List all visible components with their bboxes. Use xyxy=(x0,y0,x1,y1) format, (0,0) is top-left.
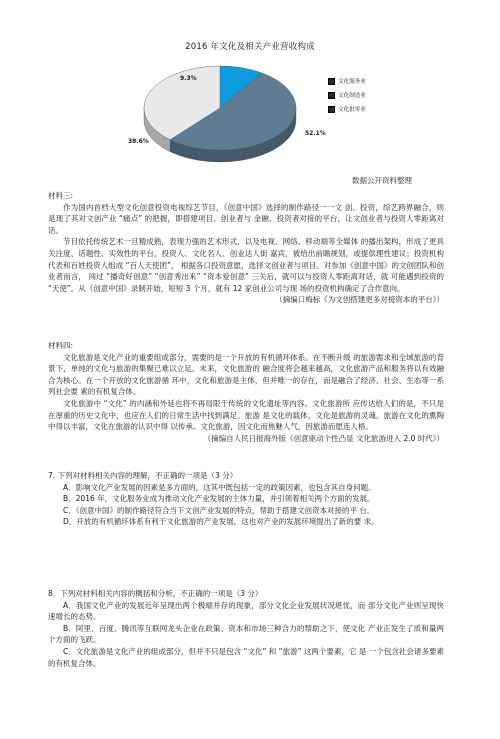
chart-legend xyxy=(328,74,366,116)
legend-item-manufacturing xyxy=(328,88,366,102)
material-three-paragraph-1: 作为国内首档大型文化创意投资电视综艺节目，《创意中国》选择的制作路径一一文 创、投资，综艺跨界融合，则是现了其对文创产业 “痛点” 的把握，即搭建项目、创业者与 金融、投资者对接的平台，让文创业者与投资人零距离对话。 xyxy=(48,202,444,235)
material-four xyxy=(48,340,444,444)
legend-swatch-retail xyxy=(328,106,335,113)
legend-label-service: 文化服务业 xyxy=(338,79,366,85)
material-four-heading: 材料四: xyxy=(48,341,74,350)
legend-label-retail: 文化批零业 xyxy=(338,107,366,113)
legend-swatch-manufacturing xyxy=(328,92,335,99)
material-three-paragraph-2: 节目依托传统艺术一旦精成熟，表现力强的艺术形式，以及电视、网络、移动端等全媒体 的播出架构，形成了更具关注度、话题性、实效性的平台。投资人、文化名人、创业达人街 嘉宾，被给出前瞻规划，或提供理性建议；投资机构代表和百姓投资人组成 “百人天使团”， 根据各口投资意愿，选择文创业者与项目。对参加《创意中国》的文创团队和创业者而言， 闯过 “播奇好创意” “创意秀出来” “资本爱创意” 三关后，就可以与投资人零距离对话，就 可能遇到投资的 “天使”。从《创意中国》录制开始，短短 3 个月，就有 12 家创业公司与现 场的投资机构确定了合作意向。 xyxy=(48,237,444,293)
chart-source: 数据公开资料整理 xyxy=(352,176,412,185)
chart-title: 2016 年文化及相关产业营收构成 xyxy=(185,42,315,52)
material-three-heading: 材料三: xyxy=(48,191,74,200)
material-four-citation: （摘编自人民日报海外版《创意驱动个性凸显 文化旅游进入 2.0 时代》） xyxy=(203,433,444,443)
question-8-option-a: A．我国文化产业的发展近年呈现出两个极端并存的现象，部分文化企业发展状况堪忧，而 部分文化产业则呈现快速增长的态势。 xyxy=(48,600,444,622)
question-8-option-c: C．文化旅游是文化产业的组成部分，但并不只是包含 “文化” 和 “旅游” 这两个要素，它 是 一个包含社会诸多要素的有机复合体。 xyxy=(48,646,444,668)
material-four-paragraph-1: 文化旅游是文化产业的重要组成部分，需要的是一个开放的有机循环体系。在不断升级 的旅游需求和全域旅游的背景下，单纯的文化与旅游的集聚已难以立足。未来，文化旅游的 融合度将会越来越高，文化旅游产品和服务将以有效融合为核心。在一个开放的文化旅游循 环中，文化和旅游是主体，但并唯一的存在，而是融合了经济、社会、生态等一系列社会要 素的有机复合体。 xyxy=(48,352,444,397)
question-7 xyxy=(48,470,444,528)
question-7-option-d: D．开放的有机循环体系有利于文化旅游的产业发展，这也对产业的发展环境提出了新的要 求。 xyxy=(63,517,379,527)
pie-chart xyxy=(0,0,500,200)
question-8-option-b: B．阿里、百度、腾讯等互联网龙头企业在政策、资本和市场三种合力的帮助之下，使文化 产业正发生了质和量两个方面的飞跃。 xyxy=(48,623,444,645)
question-7-option-b: B．2016 年，文化服务业成为推动文化产业发展的主体力量，并引领着相关两个方面的发展。 xyxy=(63,494,375,504)
question-8 xyxy=(48,588,444,669)
legend-swatch-service xyxy=(328,78,335,85)
legend-item-service xyxy=(328,74,366,88)
pie-value-label-2: 9.3% xyxy=(180,75,197,82)
material-four-paragraph-2: 文化旅游中 “文化” 的内涵和外延也将不再局限于传统的文化遗址等内容。文化旅游所 应传达给人们的是，不只是在厚重的历史文化中，也应在人们的日常生活中找到满足。旅游 是文化的载体，文化是旅游的灵魂。旅游在文化的熏陶中得以丰富，文化在旅游的认识中得 以传承。文化旅游，因文化而焦魅人气，因旅游而愿连人格。 xyxy=(48,398,444,432)
pie-value-label-0: 52.1% xyxy=(305,130,326,137)
material-three xyxy=(48,190,444,306)
question-8-stem: 8．下列对材料相关内容的概括和分析，不正确的一项是（3 分） xyxy=(48,589,263,598)
material-three-citation: （摘编口梅标《为文创搭建更多对接资本的平台》） xyxy=(275,295,444,305)
question-7-stem: 7. 下列对材料相关内容的理解，不正确的一项是（3 分） xyxy=(48,471,238,480)
question-7-option-c: C．《创意中国》的制作路径符合当下文创产业发展的特点，帮助于搭建文创资本对接的平 台。 xyxy=(63,505,375,515)
pie-value-label-1: 38.6% xyxy=(128,138,149,145)
question-7-option-a: A．影响文化产业发展的因素是多方面的，这其中既包括一定的政策因素，也包含其自身问题。 xyxy=(63,482,376,492)
legend-label-manufacturing: 文化制造业 xyxy=(338,93,366,99)
legend-item-retail xyxy=(328,102,366,116)
